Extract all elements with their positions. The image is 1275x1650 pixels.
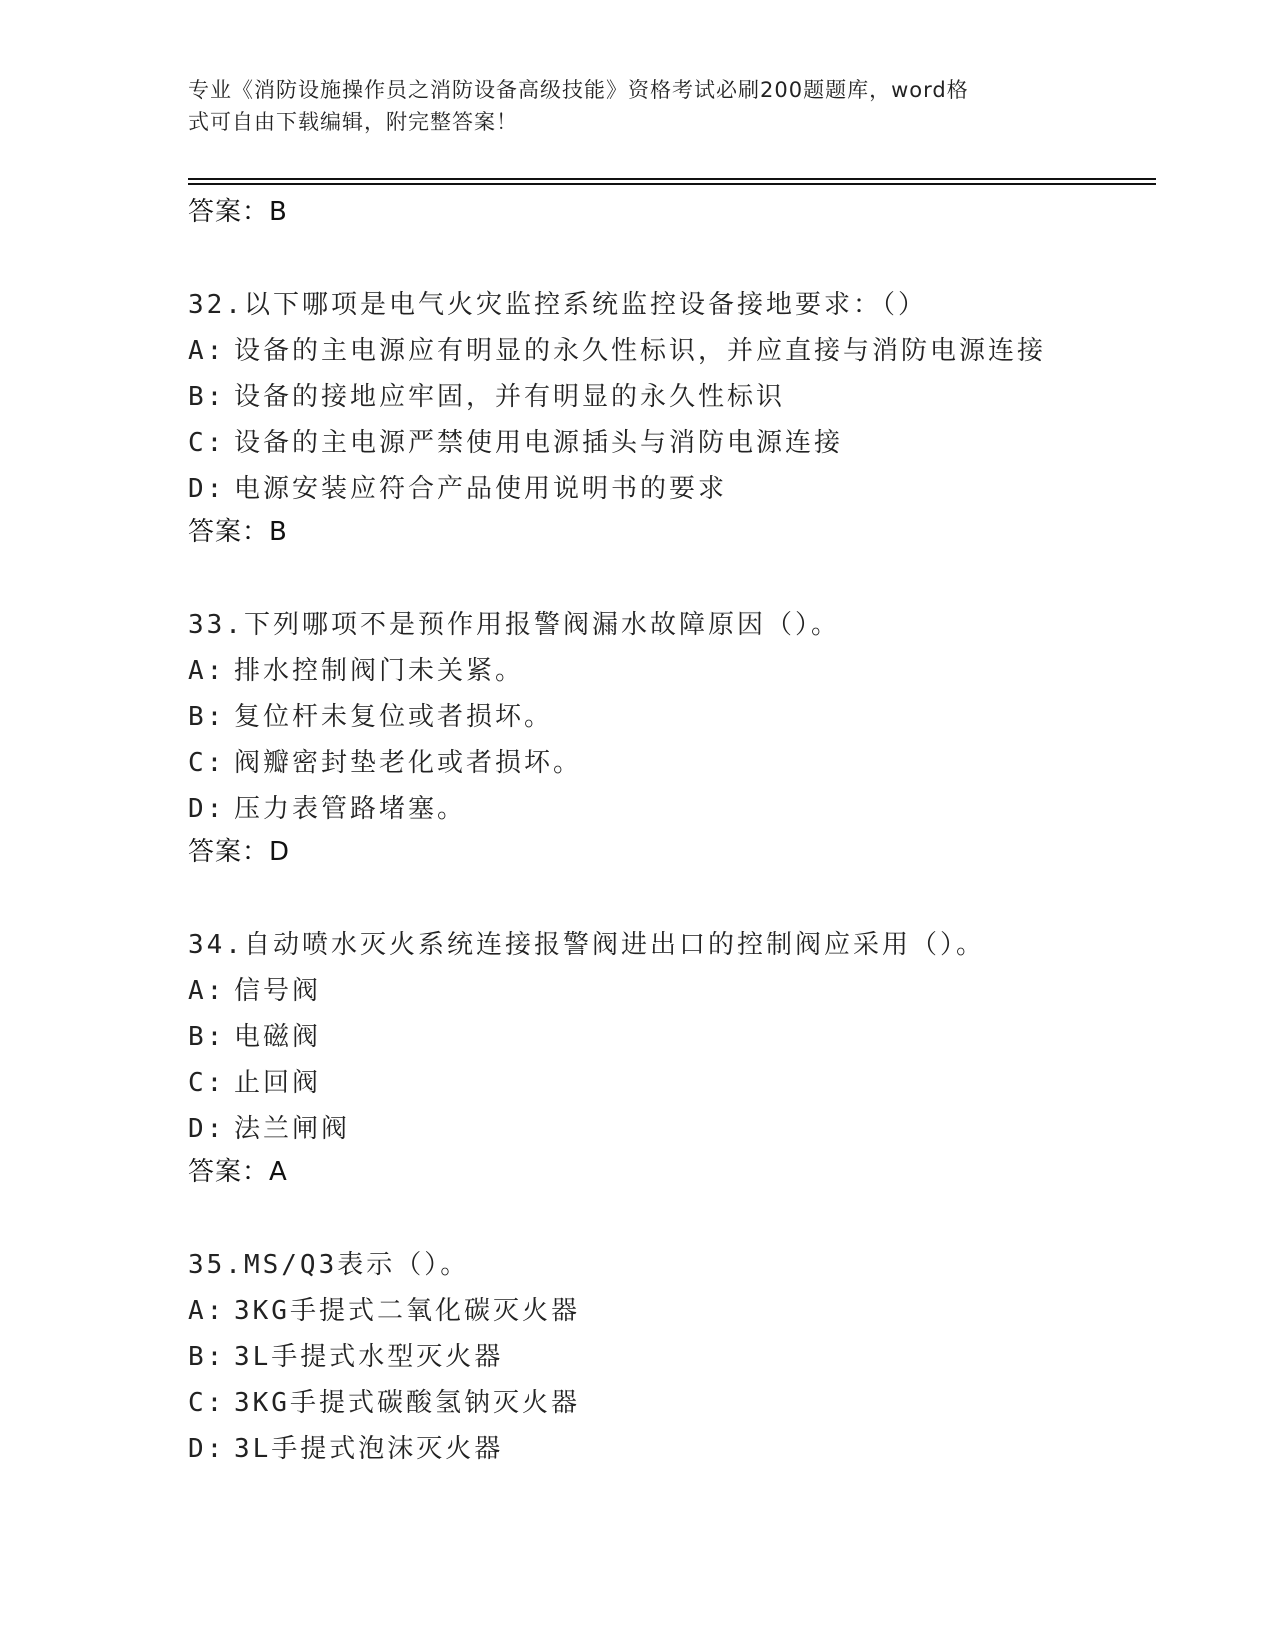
option-letter: C:: [188, 1388, 226, 1418]
option-a: [188, 328, 1148, 374]
question-34: [188, 922, 1148, 1192]
question-text: 34.自动喷水灭火系统连接报警阀进出口的控制阀应采用（）。: [188, 930, 985, 960]
option-letter: C:: [188, 1068, 226, 1098]
header-line-1: 专业《消防设施操作员之消防设备高级技能》资格考试必刷200题题库，word格: [188, 78, 969, 102]
option-c: [188, 420, 1148, 466]
question-text: 32.以下哪项是电气火灾监控系统监控设备接地要求：（）: [188, 290, 927, 320]
option-text: 电源安装应符合产品使用说明书的要求: [234, 474, 728, 504]
option-letter: A:: [188, 976, 226, 1006]
option-letter: D:: [188, 794, 226, 824]
option-text: 压力表管路堵塞。: [234, 794, 467, 824]
option-text: 法兰闸阀: [234, 1114, 351, 1144]
option-b: [188, 1014, 1148, 1060]
option-text: 信号阀: [234, 976, 322, 1006]
option-letter: D:: [188, 1114, 226, 1144]
option-letter: C:: [188, 748, 226, 778]
option-letter: B:: [188, 702, 226, 732]
option-a: [188, 648, 1148, 694]
option-d: [188, 786, 1148, 832]
option-text: 设备的接地应牢固，并有明显的永久性标识: [234, 382, 786, 412]
option-text: 止回阀: [234, 1068, 322, 1098]
answer-line: 答案：B: [188, 517, 288, 547]
option-text: 阀瓣密封垫老化或者损坏。: [234, 748, 583, 778]
option-text: 设备的主电源严禁使用电源插头与消防电源连接: [234, 428, 844, 458]
question-32: [188, 282, 1148, 552]
option-letter: A:: [188, 336, 226, 366]
option-text: 复位杆未复位或者损坏。: [234, 702, 554, 732]
option-letter: D:: [188, 1434, 226, 1464]
option-letter: A:: [188, 656, 226, 686]
question-list: [188, 192, 1148, 1472]
option-text: 3KG手提式碳酸氢钠灭火器: [234, 1388, 580, 1418]
question-35: [188, 1242, 1148, 1472]
previous-answer: 答案：B: [188, 197, 288, 227]
question-33: [188, 602, 1148, 872]
option-b: [188, 374, 1148, 420]
option-c: [188, 740, 1148, 786]
option-a: [188, 968, 1148, 1014]
option-b: [188, 694, 1148, 740]
option-letter: B:: [188, 382, 226, 412]
option-d: [188, 1426, 1148, 1472]
document-header: [188, 74, 1088, 138]
option-letter: C:: [188, 428, 226, 458]
option-letter: D:: [188, 474, 226, 504]
option-a: [188, 1288, 1148, 1334]
option-b: [188, 1334, 1148, 1380]
option-text: 设备的主电源应有明显的永久性标识，并应直接与消防电源连接: [234, 336, 1047, 366]
option-text: 3L手提式水型灭火器: [234, 1342, 504, 1372]
header-rule-top: [188, 178, 1156, 180]
option-c: [188, 1060, 1148, 1106]
header-line-2: 式可自由下载编辑，附完整答案！: [188, 110, 518, 134]
option-text: 3KG手提式二氧化碳灭火器: [234, 1296, 580, 1326]
answer-line: 答案：D: [188, 837, 291, 867]
question-text: 35.MS/Q3表示（）。: [188, 1250, 470, 1280]
question-text: 33.下列哪项不是预作用报警阀漏水故障原因（）。: [188, 610, 840, 640]
option-c: [188, 1380, 1148, 1426]
option-letter: B:: [188, 1342, 226, 1372]
option-letter: A:: [188, 1296, 226, 1326]
option-d: [188, 1106, 1148, 1152]
option-text: 排水控制阀门未关紧。: [234, 656, 525, 686]
option-text: 电磁阀: [234, 1022, 322, 1052]
answer-line: 答案：A: [188, 1157, 288, 1187]
option-d: [188, 466, 1148, 512]
option-text: 3L手提式泡沫灭火器: [234, 1434, 504, 1464]
header-rule-bottom: [188, 183, 1156, 185]
option-letter: B:: [188, 1022, 226, 1052]
